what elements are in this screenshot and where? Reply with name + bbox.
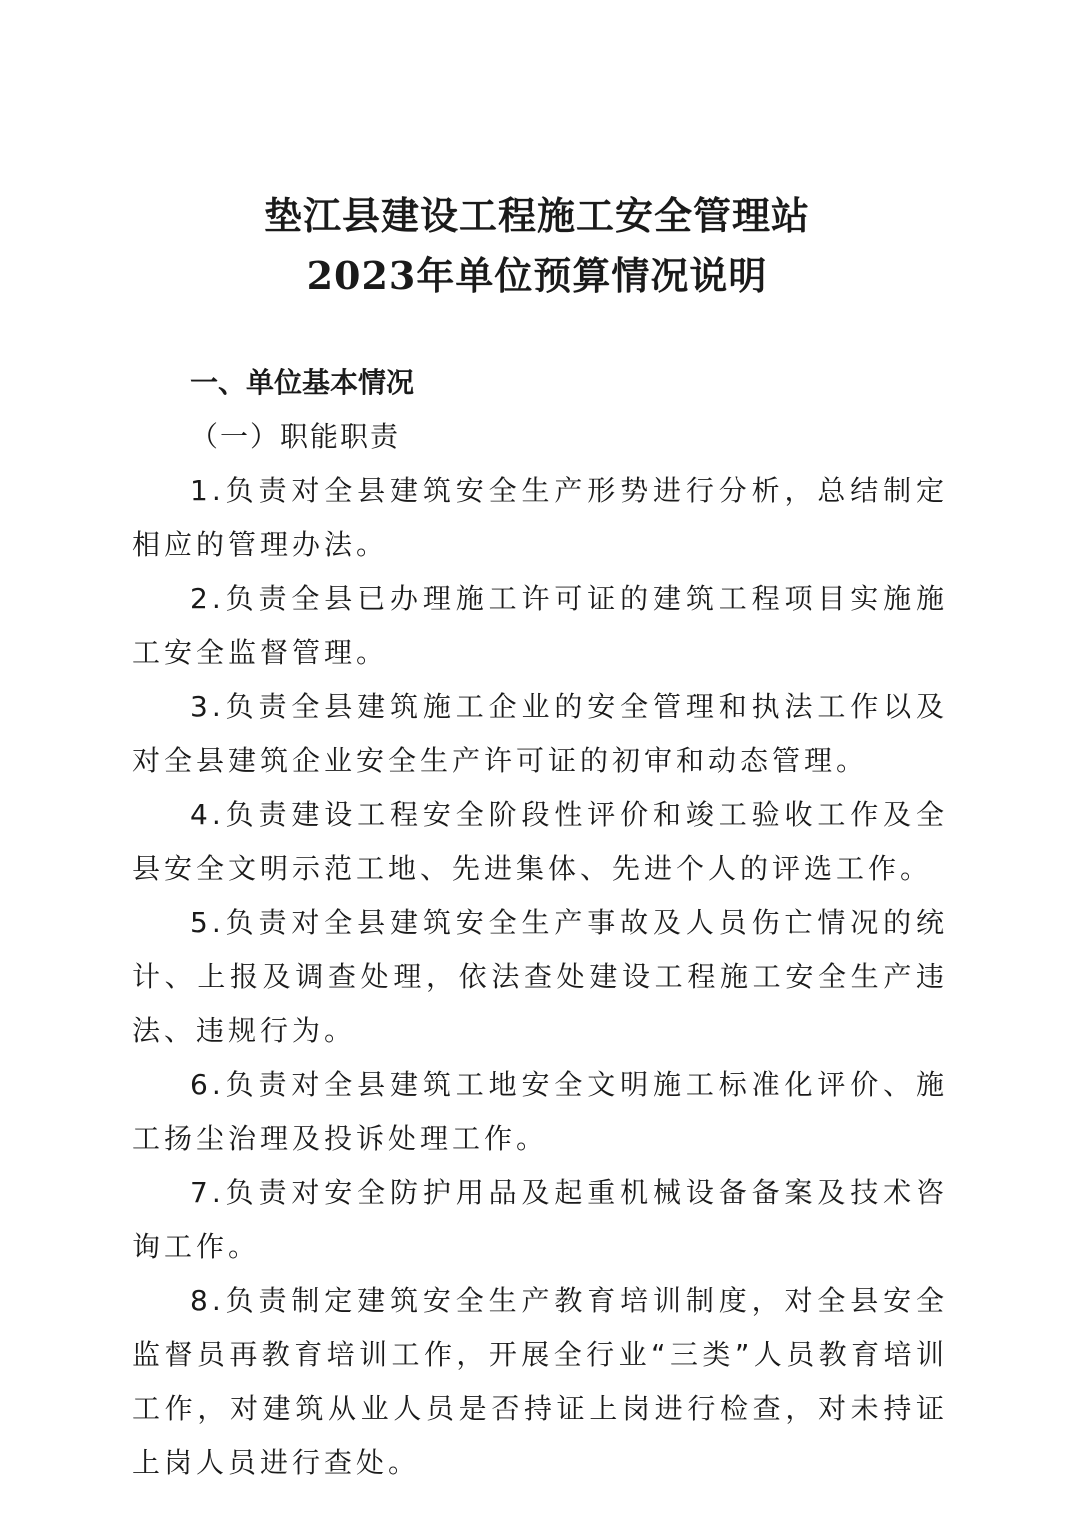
duty-paragraph-8: 8.负责制定建筑安全生产教育培训制度，对全县安全监督员再教育培训工作，开展全行业“三类”人员教育培训工作，对建筑从业人员是否持证上岗进行检查，对未持证上岗人员进行查处。 — [132, 1284, 948, 1479]
duty-paragraph-7: 7.负责对安全防护用品及起重机械设备备案及技术咨询工作。 — [132, 1176, 948, 1263]
duty-paragraph-1: 1.负责对全县建筑安全生产形势进行分析，总结制定相应的管理办法。 — [132, 474, 948, 561]
section-heading-basic-info: 一、单位基本情况 — [190, 366, 415, 399]
duty-paragraph-5: 5.负责对全县建筑安全生产事故及人员伤亡情况的统计、上报及调查处理，依法查处建设工程施工安全生产违法、违规行为。 — [132, 906, 948, 1047]
duty-paragraph-2: 2.负责全县已办理施工许可证的建筑工程项目实施施工安全监督管理。 — [132, 582, 948, 669]
subsection-heading-duties: （一）职能职责 — [190, 420, 401, 453]
title-line-organization: 垫江县建设工程施工安全管理站 — [263, 193, 810, 238]
duty-paragraph-3: 3.负责全县建筑施工企业的安全管理和执法工作以及对全县建筑企业安全生产许可证的初审和动态管理。 — [132, 690, 948, 777]
document-title — [0, 186, 1074, 306]
document-body — [132, 356, 948, 1490]
duty-paragraph-4: 4.负责建设工程安全阶段性评价和竣工验收工作及全县安全文明示范工地、先进集体、先进个人的评选工作。 — [132, 798, 948, 885]
title-line-budget-description: 2023年单位预算情况说明 — [306, 253, 768, 298]
duty-paragraph-6: 6.负责对全县建筑工地安全文明施工标准化评价、施工扬尘治理及投诉处理工作。 — [132, 1068, 948, 1155]
